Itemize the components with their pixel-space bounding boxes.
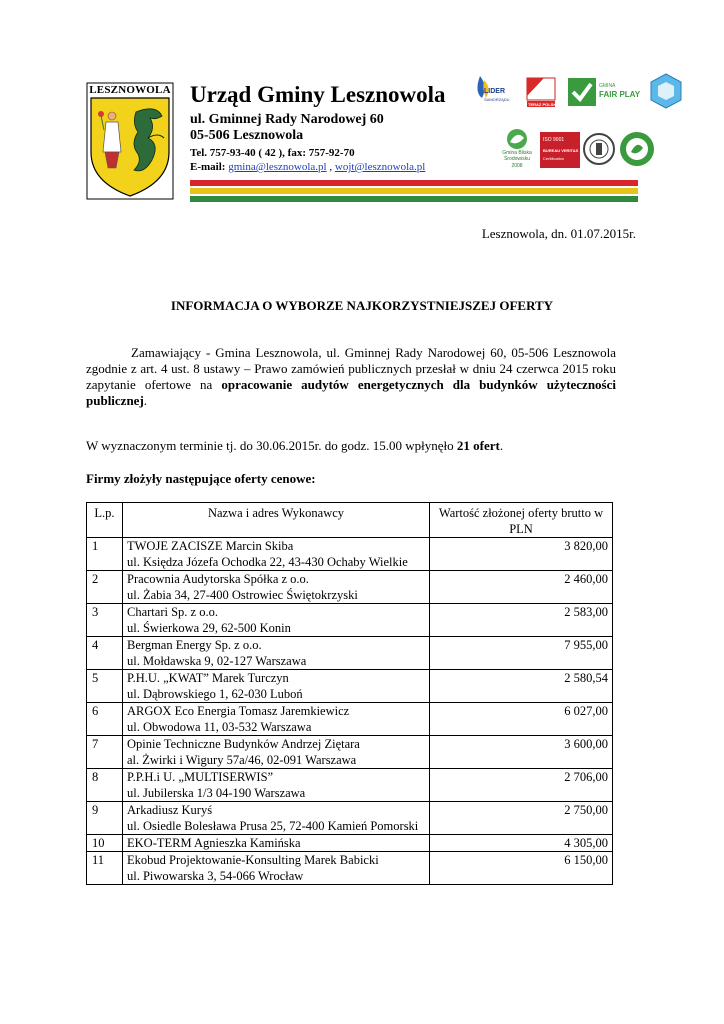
table-row bbox=[87, 852, 613, 885]
column-header-lp: L.p. bbox=[87, 503, 123, 538]
contractor-name: Opinie Techniczne Budynków Andrzej Ziętara bbox=[127, 737, 360, 751]
contractor-cell bbox=[123, 538, 430, 571]
hexagon-logo bbox=[648, 70, 684, 110]
offer-value: 2 750,00 bbox=[430, 802, 613, 835]
table-row bbox=[87, 769, 613, 802]
contractor-name: Bergman Energy Sp. z o.o. bbox=[127, 638, 262, 652]
row-number: 3 bbox=[87, 604, 123, 637]
green-award-logo bbox=[618, 130, 656, 168]
offer-value: 2 583,00 bbox=[430, 604, 613, 637]
contractor-cell bbox=[123, 571, 430, 604]
iso-text: ISO 9001 bbox=[543, 137, 565, 143]
contractor-cell bbox=[123, 852, 430, 885]
column-header-value: Wartość złożonej oferty brutto w PLN bbox=[430, 503, 613, 538]
lider-text: LIDER bbox=[484, 88, 505, 95]
email-link-gmina[interactable]: gmina@lesznowola.pl bbox=[228, 161, 327, 173]
lider-logo bbox=[462, 72, 514, 110]
row-number: 8 bbox=[87, 769, 123, 802]
contractor-cell bbox=[123, 835, 430, 852]
contractor-cell bbox=[123, 802, 430, 835]
table-row bbox=[87, 835, 613, 852]
row-number: 7 bbox=[87, 736, 123, 769]
table-row bbox=[87, 538, 613, 571]
bureau-veritas-text: BUREAU VERITAS bbox=[543, 148, 579, 153]
contractor-name: Ekobud Projektowanie-Konsulting Marek Babicki bbox=[127, 853, 379, 867]
row-number: 1 bbox=[87, 538, 123, 571]
teraz-polska-logo bbox=[524, 72, 558, 110]
checkmark-icon bbox=[568, 78, 596, 106]
contractor-cell bbox=[123, 604, 430, 637]
contractor-cell bbox=[123, 736, 430, 769]
organization-name: Urząd Gminy Lesznowola bbox=[190, 82, 446, 107]
contractor-cell bbox=[123, 769, 430, 802]
table-row bbox=[87, 736, 613, 769]
table-row bbox=[87, 637, 613, 670]
row-number: 6 bbox=[87, 703, 123, 736]
contractor-name: EKO-TERM Agnieszka Kamińska bbox=[127, 836, 301, 850]
intro-subject: opracowanie audytów energetycznych dla budynków użyteczności publicznej bbox=[86, 377, 616, 408]
contractor-cell bbox=[123, 703, 430, 736]
contractor-name: TWOJE ZACISZE Marcin Skiba bbox=[127, 539, 294, 553]
offer-value: 6 027,00 bbox=[430, 703, 613, 736]
row-number: 11 bbox=[87, 852, 123, 885]
contractor-address: ul. Świerkowa 29, 62-500 Konin bbox=[127, 621, 291, 635]
hexagon-cube-icon bbox=[648, 70, 684, 110]
contractor-address: ul. Piwowarska 3, 54-066 Wrocław bbox=[127, 869, 304, 883]
leaf-icon bbox=[496, 128, 538, 150]
organization-email-line bbox=[190, 161, 425, 173]
gmina-bliska-logo bbox=[496, 128, 538, 170]
organization-street: ul. Gminnej Rady Narodowej 60 bbox=[190, 112, 384, 127]
intro-end: . bbox=[143, 393, 148, 408]
green-award-icon bbox=[618, 130, 656, 168]
crest-label: LESZNOWOLA bbox=[89, 84, 171, 96]
table-row bbox=[87, 703, 613, 736]
contractor-address: ul. Mołdawska 9, 02-127 Warszawa bbox=[127, 654, 307, 668]
offer-value: 4 305,00 bbox=[430, 835, 613, 852]
contractor-address: ul. Osiedle Bolesława Prusa 25, 72-400 Kamień Pomorski bbox=[127, 819, 419, 833]
gmina-bliska-year: 2008 bbox=[511, 163, 523, 169]
row-number: 5 bbox=[87, 670, 123, 703]
contractor-address: ul. Księdza Józefa Ochodka 22, 43-430 Ochaby Wielkie bbox=[127, 555, 408, 569]
table-header-row bbox=[87, 503, 613, 538]
row-number: 4 bbox=[87, 637, 123, 670]
offer-value: 7 955,00 bbox=[430, 637, 613, 670]
contractor-name: Chartari Sp. z o.o. bbox=[127, 605, 218, 619]
fair-play-text: FAIR PLAY bbox=[599, 90, 641, 99]
fair-play-logo bbox=[568, 78, 644, 108]
column-header-contractor: Nazwa i adres Wykonawcy bbox=[123, 503, 430, 538]
contractor-name: ARGOX Eco Energia Tomasz Jaremkiewicz bbox=[127, 704, 350, 718]
intro-text: Zamawiający - Gmina Lesznowola, ul. Gminnej Rady Narodowej 60, 05-506 Lesznowola zgodnie z art. 4 ust. 8 ustawy – Prawo zamówień publicznych przesłał w dniu 24 czerwca 2015 roku zapytanie ofertowe na bbox=[86, 345, 616, 392]
coat-of-arms-crest bbox=[86, 82, 174, 200]
deadline-end: . bbox=[499, 438, 504, 453]
offer-value: 2 460,00 bbox=[430, 571, 613, 604]
contractor-address: ul. Żabia 34, 27-400 Ostrowiec Świętokrzyski bbox=[127, 588, 358, 602]
contractor-address: ul. Jubilerska 1/3 04-190 Warszawa bbox=[127, 786, 306, 800]
document-title: INFORMACJA O WYBORZE NAJKORZYSTNIEJSZEJ OFERTY bbox=[170, 298, 554, 313]
gmina-bliska-text: Gmina Bliska Środowisku bbox=[502, 150, 532, 162]
table-row bbox=[87, 571, 613, 604]
contractor-address: al. Żwirki i Wigury 57a/46, 02-091 Warszawa bbox=[127, 753, 357, 767]
contractor-cell bbox=[123, 670, 430, 703]
certification-seal-logo bbox=[582, 128, 616, 170]
table-row bbox=[87, 670, 613, 703]
offer-value: 3 820,00 bbox=[430, 538, 613, 571]
place-and-date: Lesznowola, dn. 01.07.2015r. bbox=[481, 226, 636, 241]
teraz-polska-text: TERAZ POLSKA bbox=[528, 102, 560, 107]
intro-paragraph bbox=[86, 345, 616, 409]
deadline-paragraph bbox=[86, 438, 503, 454]
contractor-address: ul. Dąbrowskiego 1, 62-030 Luboń bbox=[127, 687, 303, 701]
header-color-stripes bbox=[190, 180, 638, 203]
contractor-cell bbox=[123, 637, 430, 670]
table-row bbox=[87, 802, 613, 835]
contractor-address: ul. Obwodowa 11, 03-532 Warszawa bbox=[127, 720, 312, 734]
deadline-text: W wyznaczonym terminie tj. do 30.06.2015r. do godz. 15.00 wpłynęło bbox=[86, 438, 457, 453]
offer-value: 3 600,00 bbox=[430, 736, 613, 769]
organization-city: 05-506 Lesznowola bbox=[190, 128, 304, 143]
bureau-veritas-logo bbox=[540, 132, 580, 168]
offers-table bbox=[86, 502, 613, 885]
bureau-certification-text: Certification bbox=[543, 156, 565, 161]
certification-seal-icon bbox=[582, 128, 616, 170]
contractor-name: Pracownia Audytorska Spółka z o.o. bbox=[127, 572, 309, 586]
offer-count: 21 ofert bbox=[456, 438, 500, 453]
offer-value: 2 580,54 bbox=[430, 670, 613, 703]
row-number: 9 bbox=[87, 802, 123, 835]
row-number: 2 bbox=[87, 571, 123, 604]
offer-value: 2 706,00 bbox=[430, 769, 613, 802]
table-row bbox=[87, 604, 613, 637]
email-label: E-mail: bbox=[190, 161, 226, 173]
row-number: 10 bbox=[87, 835, 123, 852]
offer-value: 6 150,00 bbox=[430, 852, 613, 885]
email-separator: , bbox=[326, 161, 335, 173]
lider-subtext: SAMORZĄDU bbox=[484, 97, 510, 102]
fair-play-top-text: GMINA bbox=[599, 83, 616, 89]
contractor-name: Arkadiusz Kuryś bbox=[127, 803, 213, 817]
offers-heading: Firmy złożyły następujące oferty cenowe: bbox=[86, 471, 316, 486]
contractor-name: P.P.H.i U. „MULTISERWIS” bbox=[127, 770, 274, 784]
email-link-wojt[interactable]: wojt@lesznowola.pl bbox=[334, 161, 426, 173]
contractor-name: P.H.U. „KWAT” Marek Turczyn bbox=[127, 671, 289, 685]
organization-phone: Tel. 757-93-40 ( 42 ), fax: 757-92-70 bbox=[190, 147, 355, 159]
